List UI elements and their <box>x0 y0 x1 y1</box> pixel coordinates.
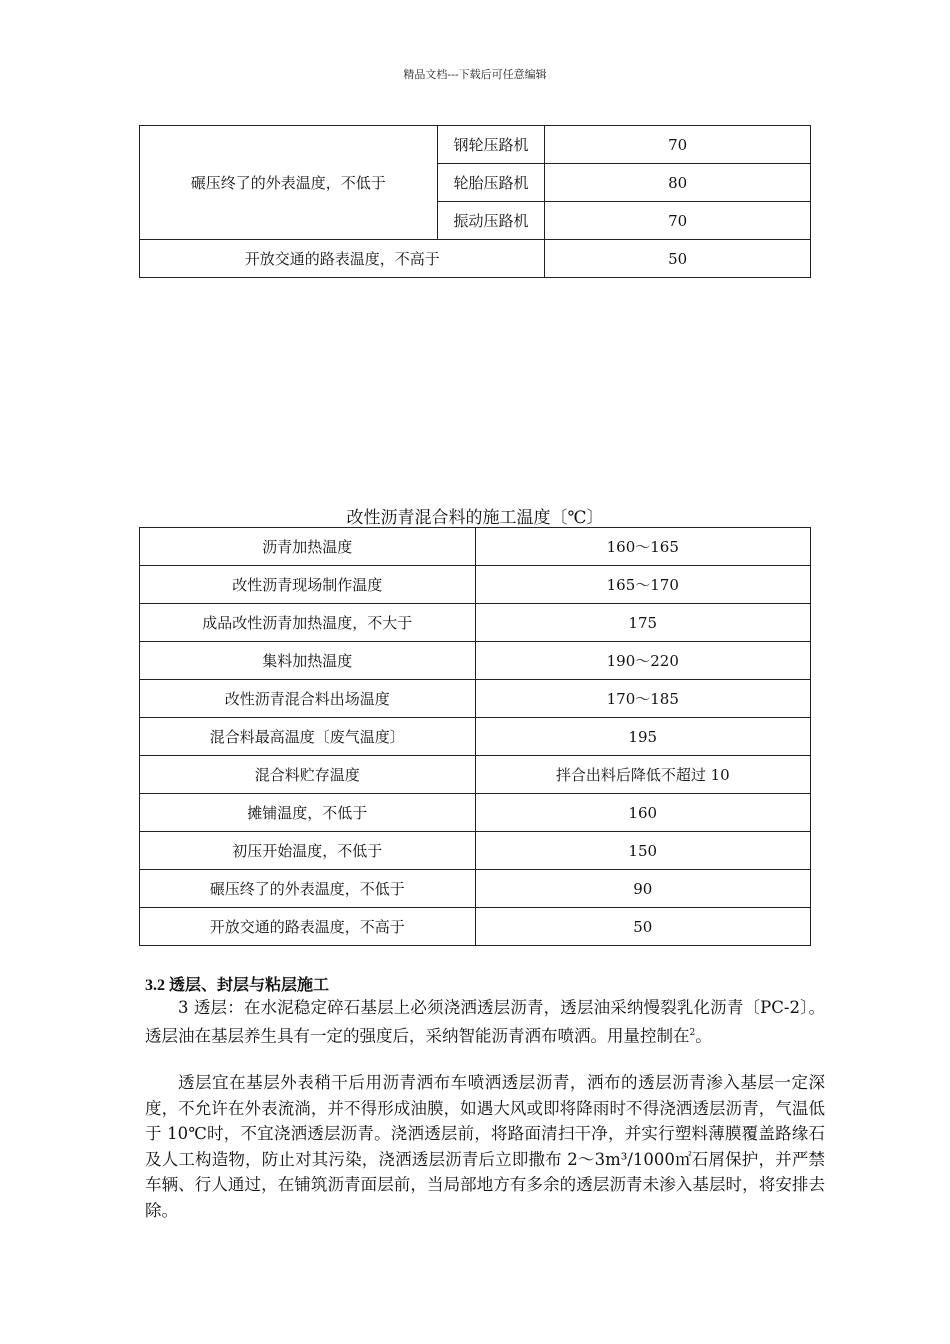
table-row <box>140 566 811 604</box>
table-cell-value: 170～185 <box>475 680 811 718</box>
table-cell-value: 195 <box>475 718 811 756</box>
table-row <box>140 794 811 832</box>
table-cell-group-label: 碾压终了的外表温度，不低于 <box>140 126 438 240</box>
paragraph-prime-coat-details: 透层宜在基层外表稍干后用沥青洒布车喷洒透层沥青，洒布的透层沥青渗入基层一定深度，不允许在外表流淌，并不得形成油膜，如遇大风或即将降雨时不得浇洒透层沥青，气温低于 10℃时，不宜浇洒透层沥青。浇洒透层前，将路面清扫干净，并实行塑料薄膜覆盖路缘石及人工构造物，防止对其污染，浇洒透层沥青后立即撒布 2～3m³/1000㎡石屑保护，并严禁车辆、行人通过，在铺筑沥青面层前，当局部地方有多余的透层沥青未渗入基层时，将安排去除。 <box>145 1073 825 1220</box>
table-cell-label: 沥青加热温度 <box>140 528 476 566</box>
table-cell-value: 175 <box>475 604 811 642</box>
table-row <box>140 126 811 164</box>
table-row <box>140 528 811 566</box>
table-cell-value: 160 <box>475 794 811 832</box>
table-row <box>140 870 811 908</box>
superscript: 2 <box>689 1027 696 1038</box>
table-cell-sub: 轮胎压路机 <box>437 164 545 202</box>
table-cell-label: 开放交通的路表温度，不高于 <box>140 908 476 946</box>
table-cell-value: 50 <box>475 908 811 946</box>
table-cell-value: 90 <box>475 870 811 908</box>
table-cell-value: 165～170 <box>475 566 811 604</box>
table-cell-label: 集料加热温度 <box>140 642 476 680</box>
table-row <box>140 680 811 718</box>
table-cell-label: 开放交通的路表温度，不高于 <box>140 240 545 278</box>
table-cell-label: 改性沥青混合料出场温度 <box>140 680 476 718</box>
table-cell-label: 成品改性沥青加热温度，不大于 <box>140 604 476 642</box>
table-cell-label: 混合料贮存温度 <box>140 756 476 794</box>
table-cell-value: 拌合出料后降低不超过 10 <box>475 756 811 794</box>
table-cell-label: 改性沥青现场制作温度 <box>140 566 476 604</box>
table-cell-value: 70 <box>545 126 811 164</box>
table-cell-value: 160～165 <box>475 528 811 566</box>
table-cell-value: 70 <box>545 202 811 240</box>
table-cell-label: 摊铺温度，不低于 <box>140 794 476 832</box>
table-cell-value: 150 <box>475 832 811 870</box>
table-cell-value: 80 <box>545 164 811 202</box>
table-row <box>140 908 811 946</box>
table-row <box>140 832 811 870</box>
table-row <box>140 642 811 680</box>
table-cell-value: 190～220 <box>475 642 811 680</box>
modified-asphalt-temperature-table <box>139 527 811 946</box>
table-cell-sub: 振动压路机 <box>437 202 545 240</box>
table-row <box>140 718 811 756</box>
table-row <box>140 240 811 278</box>
table-cell-label: 混合料最高温度〔废气温度〕 <box>140 718 476 756</box>
paragraph-text-end: 。 <box>695 1026 712 1045</box>
table-cell-label: 碾压终了的外表温度，不低于 <box>140 870 476 908</box>
section-heading: 3.2 透层、封层与粘层施工 <box>145 977 330 994</box>
table-title: 改性沥青混合料的施工温度〔℃〕 <box>346 508 604 528</box>
paragraph-text: 3 透层：在水泥稳定碎石基层上必须浇洒透层沥青，透层油采纳慢裂乳化沥青〔PC-2〕。透层油在基层养生具有一定的强度后，采纳智能沥青洒布喷洒。用量控制在 <box>145 998 825 1045</box>
table-cell-label: 初压开始温度，不低于 <box>140 832 476 870</box>
compaction-temperature-table <box>139 125 811 278</box>
table-row <box>140 604 811 642</box>
table-cell-sub: 钢轮压路机 <box>437 126 545 164</box>
page-header: 精品文档---下载后可任意编辑 <box>403 68 547 81</box>
paragraph-prime-coat <box>145 995 825 1049</box>
table-row <box>140 756 811 794</box>
table-cell-value: 50 <box>545 240 811 278</box>
